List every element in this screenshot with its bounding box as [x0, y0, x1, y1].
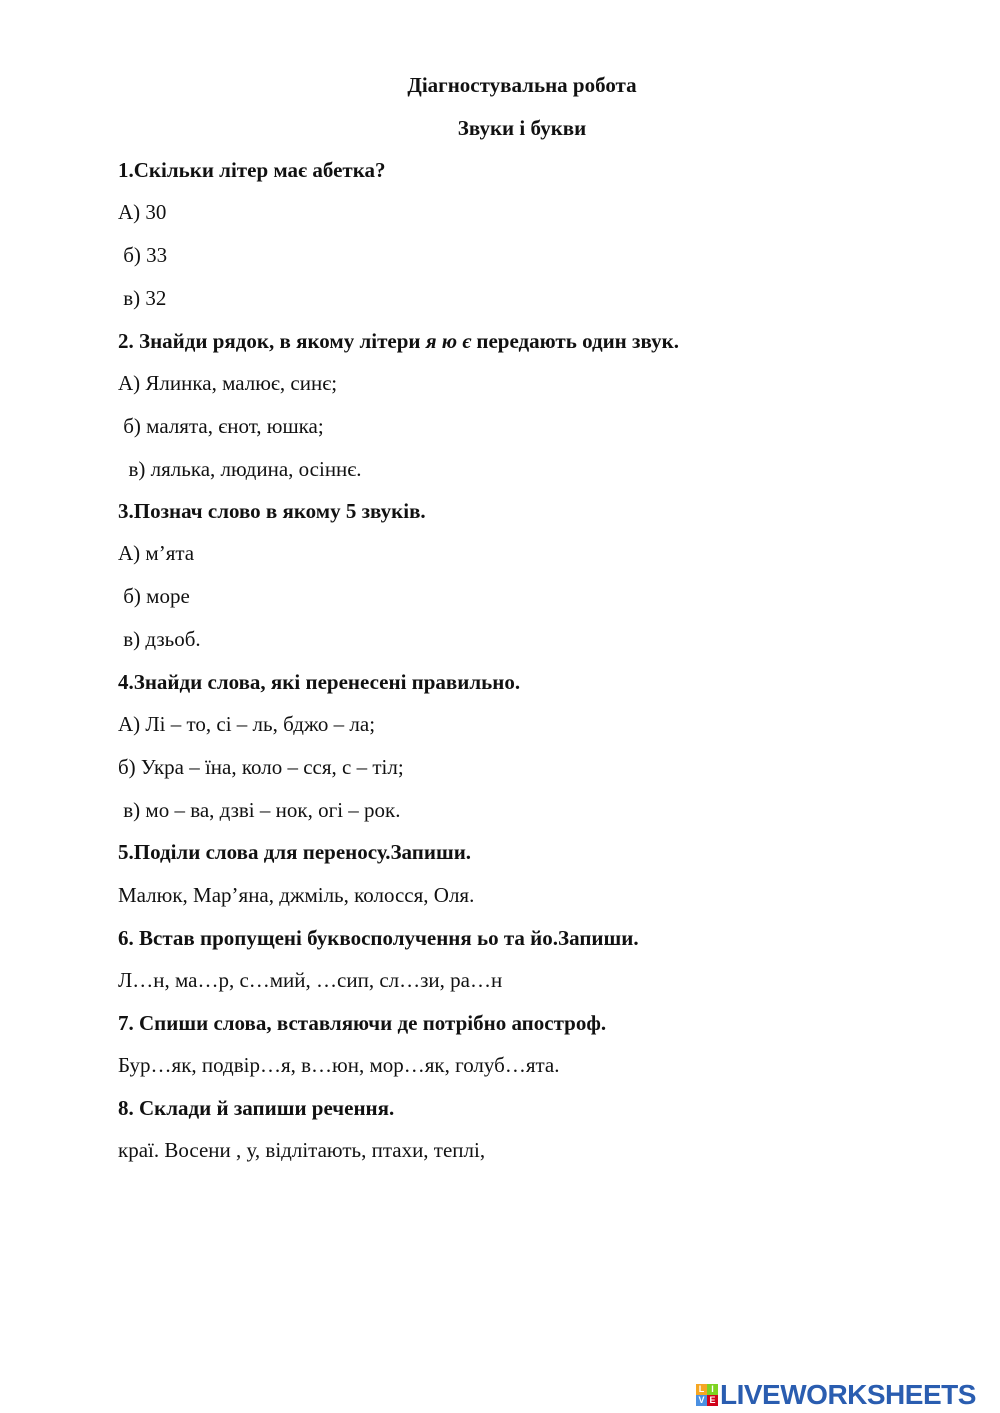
logo-letter-v: V: [696, 1395, 707, 1406]
question-6-prompt: 6. Встав пропущені буквосполучення ьо та йо.Запиши.: [118, 926, 639, 950]
liveworksheets-logo-icon: [696, 1384, 718, 1406]
logo-letter-i: I: [707, 1384, 718, 1395]
worksheet-subtitle: Звуки і букви: [457, 116, 587, 140]
question-3-prompt: 3.Познач слово в якому 5 звуків.: [118, 499, 426, 523]
worksheet-title: Діагностувальна робота: [407, 73, 637, 97]
logo-letter-l: L: [696, 1384, 707, 1395]
question-5-prompt: 5.Поділи слова для переносу.Запиши.: [118, 840, 472, 864]
question-2-prompt-end: передають один звук.: [471, 329, 679, 353]
question-3-option-c: в) дзьоб.: [118, 627, 201, 651]
question-1-option-c: в) 32: [118, 286, 167, 310]
question-4-option-a: А) Лі – то, сі – ль, бджо – ла;: [118, 712, 376, 736]
question-2-prompt-letters: я ю є: [425, 329, 472, 353]
question-5-text: Малюк, Мар’яна, джміль, колосся, Оля.: [118, 883, 475, 907]
question-8-text: краї. Восени , у, відлітають, птахи, теплі,: [118, 1138, 486, 1162]
question-4-option-c: в) мо – ва, дзві – нок, огі – рок.: [118, 798, 401, 822]
question-2-option-b: б) малята, єнот, юшка;: [118, 414, 324, 438]
question-7-text: Бур…як, подвір…я, в…юн, мор…як, голуб…ята.: [118, 1053, 560, 1077]
liveworksheets-brand-text: LIVEWORKSHEETS: [720, 1379, 976, 1410]
logo-letter-e: E: [707, 1395, 718, 1406]
question-2-prompt: [118, 328, 679, 354]
question-6-text: Л…н, ма…р, с…мий, …сип, сл…зи, ра…н: [118, 968, 503, 992]
question-3-option-b: б) море: [118, 584, 190, 608]
question-1-option-a: А) 30: [118, 200, 167, 224]
liveworksheets-watermark: [696, 1380, 976, 1410]
question-2-prompt-start: 2. Знайди рядок, в якому літери: [118, 329, 426, 353]
question-4-option-b: б) Укра – їна, коло – сся, с – тіл;: [118, 755, 404, 779]
question-2-option-c: в) лялька, людина, осіннє.: [118, 457, 362, 481]
question-4-prompt: 4.Знайди слова, які перенесені правильно.: [118, 670, 521, 694]
question-1-prompt: 1.Скільки літер має абетка?: [118, 158, 386, 182]
question-1-option-b: б) 33: [118, 243, 168, 267]
question-7-prompt: 7. Спиши слова, вставляючи де потрібно апостроф.: [118, 1011, 607, 1035]
question-8-prompt: 8. Склади й запиши речення.: [118, 1096, 395, 1120]
question-3-option-a: А) м’ята: [118, 541, 195, 565]
question-2-option-a: А) Ялинка, малює, синє;: [118, 371, 338, 395]
